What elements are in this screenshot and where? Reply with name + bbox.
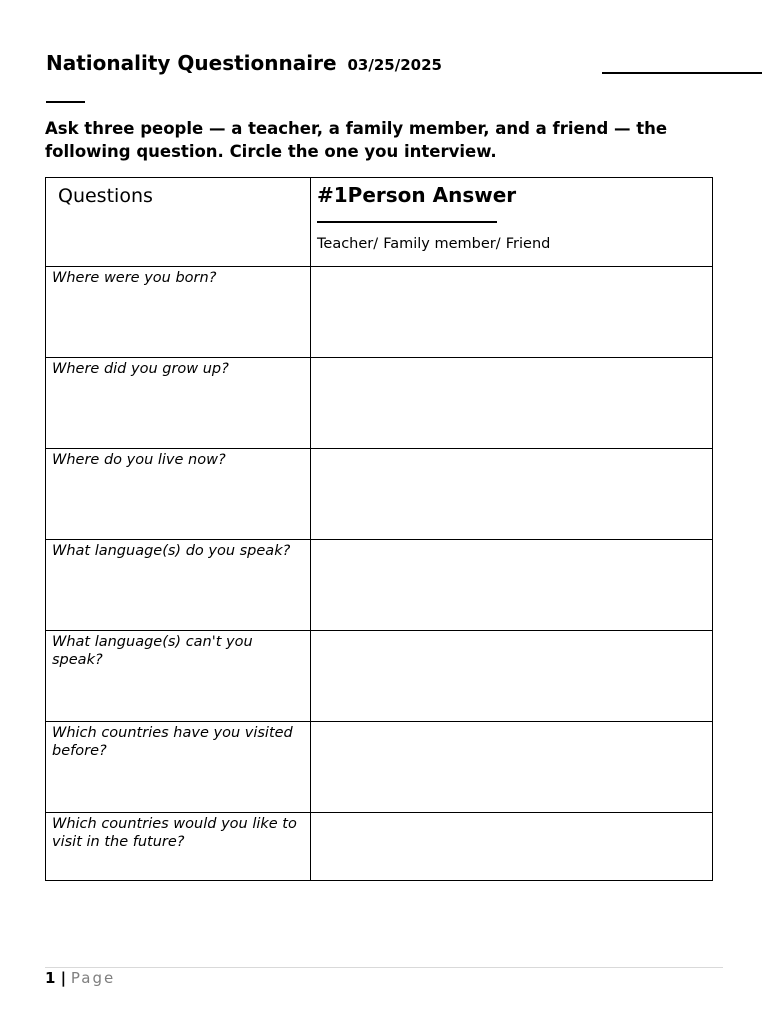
table-row — [46, 813, 713, 881]
table-row — [46, 631, 713, 722]
questionnaire-table — [45, 177, 713, 881]
page-footer — [45, 969, 115, 987]
answer-header-cell — [311, 178, 713, 267]
table-row — [46, 722, 713, 813]
question-en: Which countries have you visited before? — [52, 725, 293, 759]
question-cell — [46, 540, 311, 631]
table-row — [46, 449, 713, 540]
page-label: Page — [70, 969, 116, 987]
answer-cell[interactable] — [311, 267, 713, 358]
answer-cell[interactable] — [311, 358, 713, 449]
question-en: What language(s) do you speak? — [52, 543, 291, 559]
option-teacher[interactable]: Teacher/ — [317, 236, 379, 252]
table-row — [46, 358, 713, 449]
table-row — [46, 540, 713, 631]
page-number: 1 | — [45, 969, 67, 987]
answer-cell[interactable] — [311, 540, 713, 631]
title-row — [46, 46, 726, 78]
answer-header-label: #1Person Answer — [317, 183, 517, 207]
questions-header-label: Questions — [58, 185, 153, 207]
instructions: Ask three people — a teacher, a family member, and a friend — the following question. Circle the one you interview. — [45, 119, 668, 161]
date: 03/25/2025 — [347, 56, 442, 74]
table-header-row — [46, 178, 713, 267]
table-row — [46, 267, 713, 358]
question-cell — [46, 722, 311, 813]
answer-cell[interactable] — [311, 722, 713, 813]
name-blank-line-continued — [46, 101, 85, 103]
question-cell — [46, 267, 311, 358]
question-cell — [46, 449, 311, 540]
option-family-member[interactable]: Family member/ — [383, 236, 501, 252]
person-name-blank-line — [317, 221, 497, 223]
question-en: Which countries would you like to visit in the future? — [52, 816, 297, 850]
footer-divider — [45, 967, 723, 968]
question-en: Where did you grow up? — [52, 361, 229, 377]
question-en: What language(s) can't you speak? — [52, 634, 253, 668]
question-cell — [46, 631, 311, 722]
answer-cell[interactable] — [311, 631, 713, 722]
question-en: Where do you live now? — [52, 452, 226, 468]
name-blank-line — [602, 72, 762, 74]
answer-cell[interactable] — [311, 813, 713, 881]
page-title: Nationality Questionnaire — [46, 51, 337, 75]
interviewee-options — [317, 227, 706, 257]
question-cell — [46, 813, 311, 881]
option-friend[interactable]: Friend — [505, 236, 551, 252]
questions-header-cell — [46, 178, 311, 267]
question-en: Where were you born? — [52, 270, 217, 286]
question-cell — [46, 358, 311, 449]
answer-cell[interactable] — [311, 449, 713, 540]
